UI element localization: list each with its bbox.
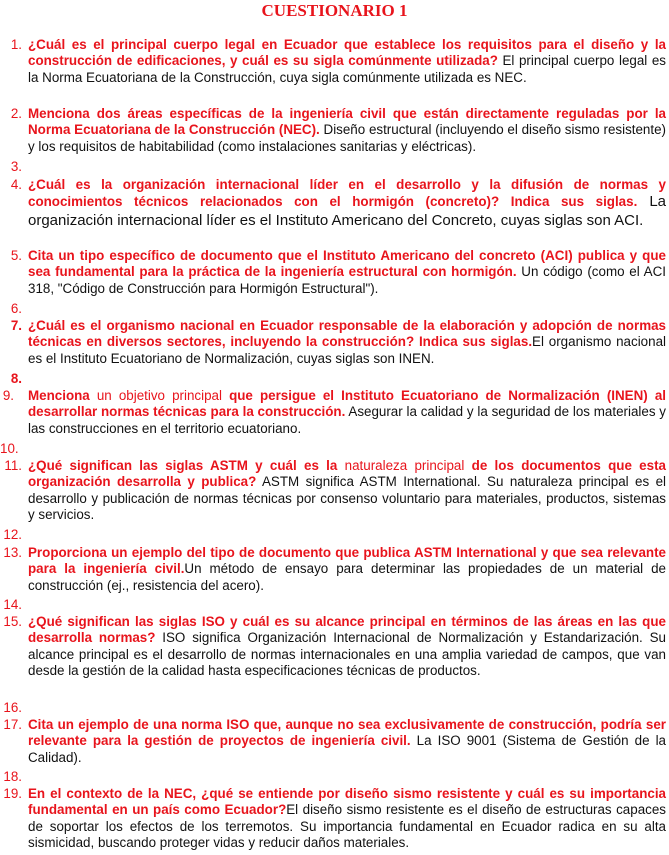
answer-text: La ISO 9001 (Sistema de Gestión de la Calidad).	[28, 733, 666, 765]
question-text-plain: un objetivo principal	[89, 388, 230, 403]
question-text: En el contexto de la NEC, ¿qué se entiende por diseño sismo resistente y cuál es su importancia fundamental en un país como Ecuador?	[28, 786, 666, 818]
item-number: 8.	[10, 371, 22, 386]
answer-text: ASTM significa ASTM International. Su naturaleza principal es el desarrollo y publicación de normas técnicas por consenso voluntario para materiales, productos, sistemas y servicios.	[28, 474, 666, 522]
item-number: 1.	[10, 37, 22, 52]
item-number: 12.	[3, 527, 22, 542]
item-text	[28, 177, 666, 230]
item-text	[28, 106, 666, 155]
question-text: ¿Qué significan las siglas ASTM y cuál es la	[28, 458, 338, 473]
question-text: Menciona	[28, 388, 90, 403]
item-text	[28, 717, 666, 766]
item-number: 5.	[10, 248, 22, 263]
item-text	[28, 458, 666, 523]
item-number: 16.	[3, 700, 22, 715]
answer-text: El diseño sismo resistente es el diseño de estructuras capaces de soportar los efectos de los terremotos. Su importancia fundamental en Ecuador radica en su alta sismicidad, buscando proteger vidas y reducir daños materiales.	[28, 802, 666, 850]
question-text: que persigue el Instituto Ecuatoriano de Normalización (INEN) al desarrollar normas técnicas para la construcción.	[28, 388, 666, 420]
question-text: ¿Cuál es la organización internacional líder en el desarrollo y la difusión de normas y conocimientos técnicos relacionados con el hormigón (concreto)? Indica sus siglas.	[28, 177, 666, 210]
item-number: 10.	[0, 441, 19, 456]
item-text	[28, 37, 666, 86]
answer-text: Un método de ensayo para determinar las propiedades de un material de construcción (ej., resistencia del acero).	[28, 561, 666, 593]
question-text: ¿Cuál es el organismo nacional en Ecuador responsable de la elaboración y adopción de normas técnicas en diversos sectores, incluyendo la construcción? Indica sus siglas.	[28, 318, 666, 350]
question-text: Cita un tipo específico de documento que el Instituto Americano del concreto (ACI) publica y que sea fundamental para la práctica de la ingeniería estructural con hormigón.	[28, 248, 666, 280]
question-text: Cita un ejemplo de una norma ISO que, aunque no sea exclusivamente de construcción, podría ser relevante para la gestión de proyectos de ingeniería civil.	[28, 717, 666, 749]
item-number: 19.	[3, 786, 22, 801]
item-number: 7.	[10, 318, 22, 333]
item-number: 9.	[2, 388, 14, 403]
item-text	[28, 388, 666, 437]
question-text: Menciona dos áreas específicas de la ingeniería civil que están directamente reguladas por la Norma Ecuatoriana de la Construcción (NEC).	[28, 106, 666, 138]
answer-text: Diseño estructural (incluyendo el diseño sismo resistente) y los requisitos de habitabilidad (como instalaciones sanitarias y eléctricas).	[28, 122, 667, 154]
answer-text: El principal cuerpo legal es la Norma Ecuatoriana de la Construcción, cuya sigla comúnmente utilizada es NEC.	[28, 53, 666, 85]
item-number: 3.	[10, 159, 22, 174]
item-text	[28, 248, 666, 297]
item-number: 18.	[3, 769, 22, 784]
item-number: 4.	[10, 177, 22, 192]
item-number: 2.	[10, 106, 22, 121]
answer-text: Asegurar la calidad y la seguridad de los materiales y las construcciones en el territorio ecuatoriano.	[28, 404, 666, 436]
item-number: 17.	[3, 717, 22, 732]
item-number: 6.	[10, 301, 22, 316]
answer-text: ISO significa Organización Internacional de Normalización y Estandarización. Su alcance principal es el desarrollo de normas internacionales en una amplia variedad de campos, que van desde la gestión de la calidad hasta especificaciones técnicas de productos.	[28, 630, 666, 678]
item-text	[28, 614, 666, 679]
item-number: 13.	[3, 545, 22, 560]
question-text: Proporciona un ejemplo del tipo de documento que publica ASTM International y que sea relevante para la ingeniería civil.	[28, 545, 666, 577]
item-number: 15.	[3, 614, 22, 629]
item-text	[28, 545, 666, 594]
answer-text: El organismo nacional es el Instituto Ecuatoriano de Normalización, cuyas siglas son INEN.	[28, 334, 666, 366]
question-text: de los documentos que esta organización desarrolla y publica?	[28, 458, 666, 490]
question-text: ¿Cuál es el principal cuerpo legal en Ecuador que establece los requisitos para el diseño y la construcción de edificaciones, y cuál es su sigla comúnmente utilizada?	[28, 37, 666, 69]
item-text	[28, 786, 666, 851]
document-title: CUESTIONARIO 1	[261, 1, 408, 20]
item-text	[28, 318, 666, 367]
answer-text: Un código (como el ACI 318, "Código de Construcción para Hormigón Estructural").	[28, 264, 667, 296]
item-number: 14.	[3, 597, 22, 612]
question-text: ¿Qué significan las siglas ISO y cuál es su alcance principal en términos de las áreas en las que desarrolla normas?	[28, 614, 666, 646]
item-number: 11.	[4, 458, 22, 473]
question-text-plain: naturaleza principal	[337, 458, 472, 473]
answer-text: La organización internacional líder es el Instituto Americano del Concreto, cuyas siglas son ACI.	[28, 193, 667, 229]
